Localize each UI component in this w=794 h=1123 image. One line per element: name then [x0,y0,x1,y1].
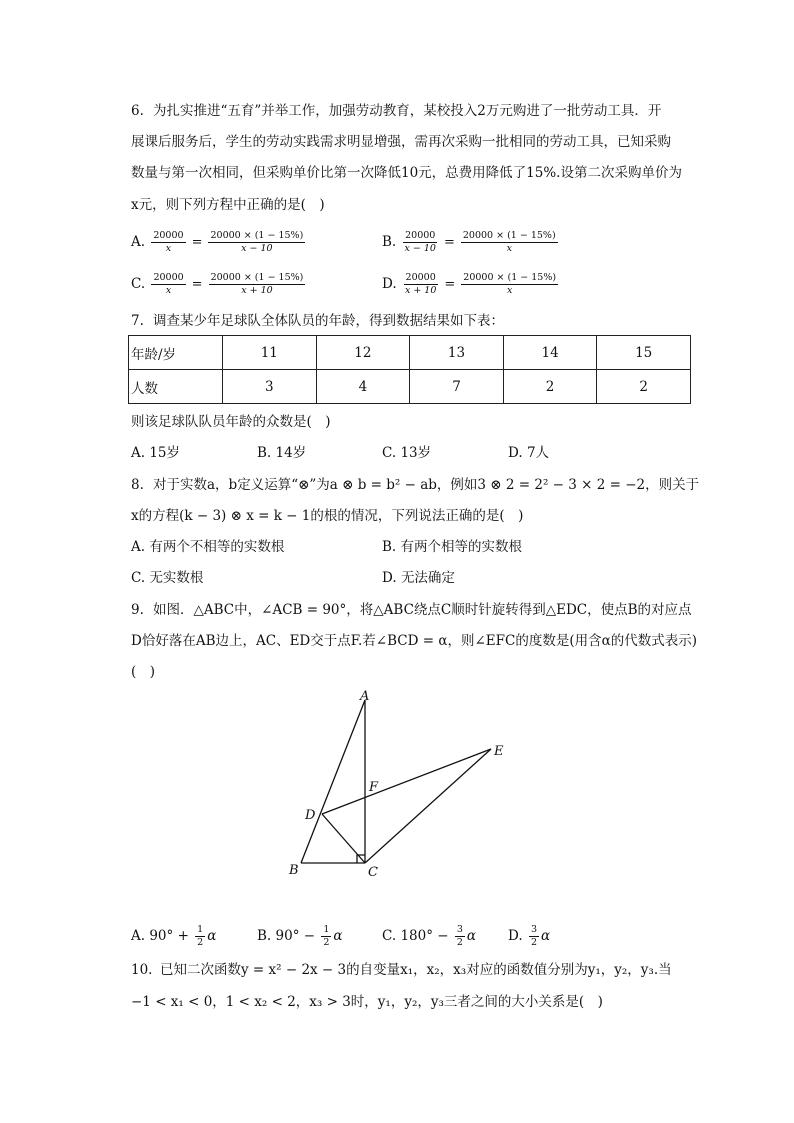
age-table [128,335,691,404]
q10-line-1: 已知二次函数y = x² − 2x − 3的自变量x₁，x₂，x₃对应的函数值分别为y₁，y₂，y₃.当 [160,962,672,978]
q8-option-a[interactable]: A. 有两个不相等的实数根 [131,539,285,555]
right-fraction: $\frac{20000 \times (1 - 15\%)}{x - 10}$ [210,230,304,254]
q7-option-d[interactable]: D. 7人 [508,445,550,461]
q8-line-1: 对于实数a，b定义运算“⊗”为a ⊗ b = b² − ab，例如3 ⊗ 2 = 2² − 3 × 2 = −2，则关于 [153,477,700,493]
q8-option-d[interactable]: D. 无法确定 [382,570,455,586]
q6-number: 6. [131,103,144,119]
q7-text: 调查某少年足球队全体队员的年龄，得到数据结果如下表： [153,313,504,329]
label-f: F [369,780,379,795]
table-cell: 4 [316,370,410,404]
table-cell: 15 [597,336,691,370]
segment-ce [365,749,491,863]
table-header-count: 人数 [129,370,223,404]
q10-line-2: −1 < x₁ < 0，1 < x₂ < 2，x₃ > 3时，y₁，y₂，y₃三者之间的大小关系是( ) [131,994,603,1010]
q10-number: 10. [131,962,153,978]
q6-line-2: 展课后服务后，学生的劳动实践需求明显增强，需再次采购一批相同的劳动工具，已知采购 [131,134,671,150]
option-label: C. [131,276,146,292]
q9-line-3: ( ) [131,664,156,680]
q6-option-d[interactable]: D. $\frac{20000}{x + 10}$ = $\frac{20000 \times (1 - 15\%)}{x}$ [382,272,557,296]
q9-option-a[interactable]: A. 90° + $\frac{1}{2}$ α [131,924,217,948]
q9-number: 9. [131,602,144,618]
q7-option-c[interactable]: C. 13岁 [382,445,432,461]
q7-option-b[interactable]: B. 14岁 [257,445,307,461]
table-cell: 7 [410,370,504,404]
table-cell: 13 [410,336,504,370]
left-fraction: $\frac{20000}{x + 10}$ [404,272,437,296]
segment-dc [322,814,365,863]
label-c: C [368,865,378,880]
option-label: A. [131,234,146,250]
q9-option-b[interactable]: B. 90° − $\frac{1}{2}$ α [257,924,343,948]
q9-option-c[interactable]: C. 180° − $\frac{3}{2}$ α [382,924,477,948]
table-cell: 11 [223,336,317,370]
left-fraction: $\frac{20000}{x - 10}$ [404,230,436,254]
table-row [129,370,691,404]
left-fraction: $\frac{20000}{x}$ [153,272,184,296]
right-fraction: $\frac{20000 \times (1 - 15\%)}{x}$ [463,272,557,296]
segment-de [322,749,491,814]
table-cell: 3 [223,370,317,404]
q7-question: 则该足球队队员年龄的众数是( ) [131,414,331,430]
table-cell: 12 [316,336,410,370]
q8-option-b[interactable]: B. 有两个相等的实数根 [382,539,523,555]
q9-option-d[interactable]: D. $\frac{3}{2}$ α [508,924,551,948]
q9-line-2: D恰好落在AB边上，AC、ED交于点F.若∠BCD = α，则∠EFC的度数是(用含α的代数式表示) [131,633,697,649]
table-cell: 14 [503,336,597,370]
segment-ab [301,700,365,863]
triangle-figure [280,684,520,884]
q6-option-c[interactable]: C. $\frac{20000}{x}$ = $\frac{20000 \times (1 - 15\%)}{x + 10}$ [131,272,304,296]
label-a: A [360,689,370,704]
table-cell: 2 [597,370,691,404]
right-fraction: $\frac{20000 \times (1 - 15\%)}{x + 10}$ [210,272,304,296]
q6-option-b[interactable]: B. $\frac{20000}{x - 10}$ = $\frac{20000 \times (1 - 15\%)}{x}$ [382,230,556,254]
q8-option-c[interactable]: C. 无实数根 [131,570,204,586]
label-d: D [305,808,316,823]
table-row [129,336,691,370]
left-fraction: $\frac{20000}{x}$ [153,230,184,254]
q7-option-a[interactable]: A. 15岁 [131,445,181,461]
q6-line-3: 数量与第一次相同，但采购单价比第一次降低10元，总费用降低了15%.设第二次采购单价为 [131,165,682,181]
q9-line-1: 如图．△ABC中，∠ACB = 90°，将△ABC绕点C顺时针旋转得到△EDC，使点B的对应点 [153,602,692,618]
q6-line-4: x元，则下列方程中正确的是( ) [131,197,325,213]
q8-number: 8. [131,477,144,493]
label-b: B [289,863,299,878]
table-cell: 2 [503,370,597,404]
q7-number: 7. [131,313,144,329]
q8-line-2: x的方程(k − 3) ⊗ x = k − 1的根的情况，下列说法正确的是( ) [131,508,524,524]
table-header-age: 年龄/岁 [129,336,223,370]
q6-line-1: 为扎实推进“五育”并举工作，加强劳动教育，某校投入2万元购进了一批劳动工具．开 [153,103,662,119]
label-e: E [494,744,504,759]
right-fraction: $\frac{20000 \times (1 - 15\%)}{x}$ [462,230,556,254]
option-label: D. [382,276,397,292]
q6-option-a[interactable]: A. $\frac{20000}{x}$ = $\frac{20000 \times (1 - 15\%)}{x - 10}$ [131,230,304,254]
option-label: B. [382,234,397,250]
